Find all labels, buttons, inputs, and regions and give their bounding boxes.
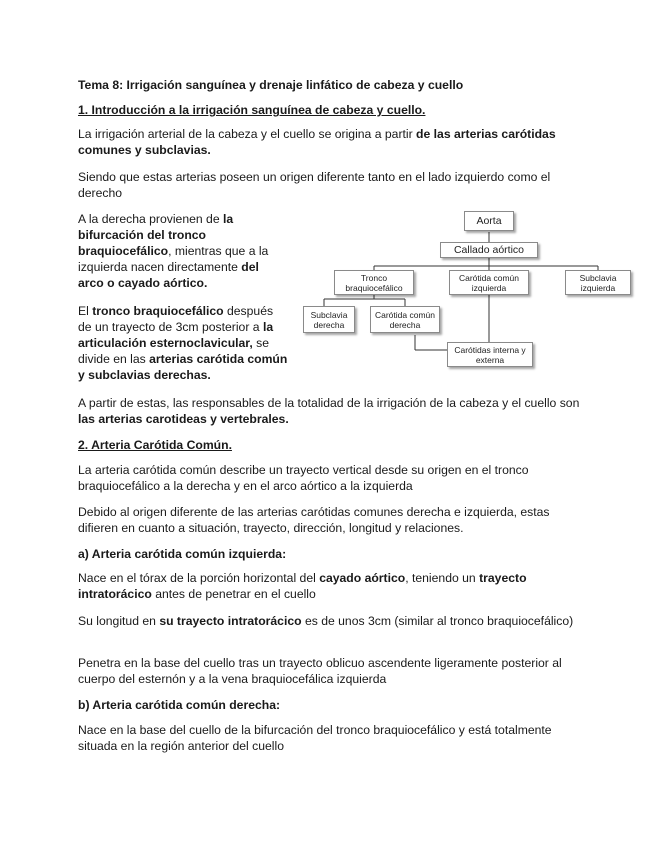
paragraph-8: Nace en el tórax de la porción horizontal del cayado aórtico, teniendo un trayecto intratorácico antes de penetrar en el cuello: [78, 571, 527, 601]
paragraph-10: Penetra en la base del cuello tras un trayecto oblicuo ascendente ligeramente posterior al cuerpo del esternón y a la vena braquiocefálica izquierda: [78, 656, 562, 686]
aorta-box: Aorta: [464, 211, 514, 231]
section-1-heading: 1. Introducción a la irrigación sanguínea de cabeza y cuello.: [78, 103, 426, 117]
paragraph-4: El tronco braquiocefálico después de un trayecto de 3cm posterior a la articulación esternoclavicular, se divide en las arterias carótida común y subclavias derechas.: [78, 304, 288, 382]
paragraph-1: La irrigación arterial de la cabeza y el cuello se origina a partir de las arterias carótidas comunes y subclavias.: [78, 127, 556, 157]
arterial-tree-diagram: [300, 208, 635, 368]
subclavia-izquierda-box: Subclavia izquierda: [565, 270, 631, 295]
paragraph-2: Siendo que estas arterias poseen un origen diferente tanto en el lado izquierdo como el derecho: [78, 170, 551, 200]
section-2-heading: 2. Arteria Carótida Común.: [78, 438, 232, 452]
paragraph-3: A la derecha provienen de la bifurcación del tronco braquiocefálico, mientras que a la izquierda nacen directamente del arco o cayado aórtico.: [78, 212, 269, 290]
paragraph-7: Debido al origen diferente de las arterias carótidas comunes derecha e izquierda, estas difieren en cuanto a situación, trayecto, dirección, longitud y relaciones.: [78, 505, 550, 535]
carotida-comun-derecha-box: Carótida común derecha: [370, 306, 440, 333]
carotida-comun-izquierda-box: Carótida común izquierda: [449, 270, 529, 295]
paragraph-5: A partir de estas, las responsables de la totalidad de la irrigación de la cabeza y el cuello son las arterias carotideas y vertebrales.: [78, 396, 580, 426]
subsection-a-heading: a) Arteria carótida común izquierda:: [78, 547, 287, 561]
paragraph-9: Su longitud en su trayecto intratorácico es de unos 3cm (similar al tronco braquiocefálico): [78, 614, 574, 628]
subsection-b-heading: b) Arteria carótida común derecha:: [78, 698, 281, 712]
document-title: Tema 8: Irrigación sanguínea y drenaje linfático de cabeza y cuello: [78, 78, 464, 92]
subclavia-derecha-box: Subclavia derecha: [303, 306, 355, 333]
paragraph-6: La arteria carótida común describe un trayecto vertical desde su origen en el tronco braquiocefálico a la derecha y en el arco aórtico a la izquierda: [78, 463, 529, 493]
carotidas-interna-externa-box: Carótidas interna y externa: [447, 342, 533, 367]
tronco-braquiocefalico-box: Tronco braquiocefálico: [334, 270, 414, 295]
cayado-aortico-box: Callado aórtico: [440, 242, 538, 258]
paragraph-11: Nace en la base del cuello de la bifurcación del tronco braquiocefálico y está totalmente situada en la región anterior del cuello: [78, 723, 552, 753]
